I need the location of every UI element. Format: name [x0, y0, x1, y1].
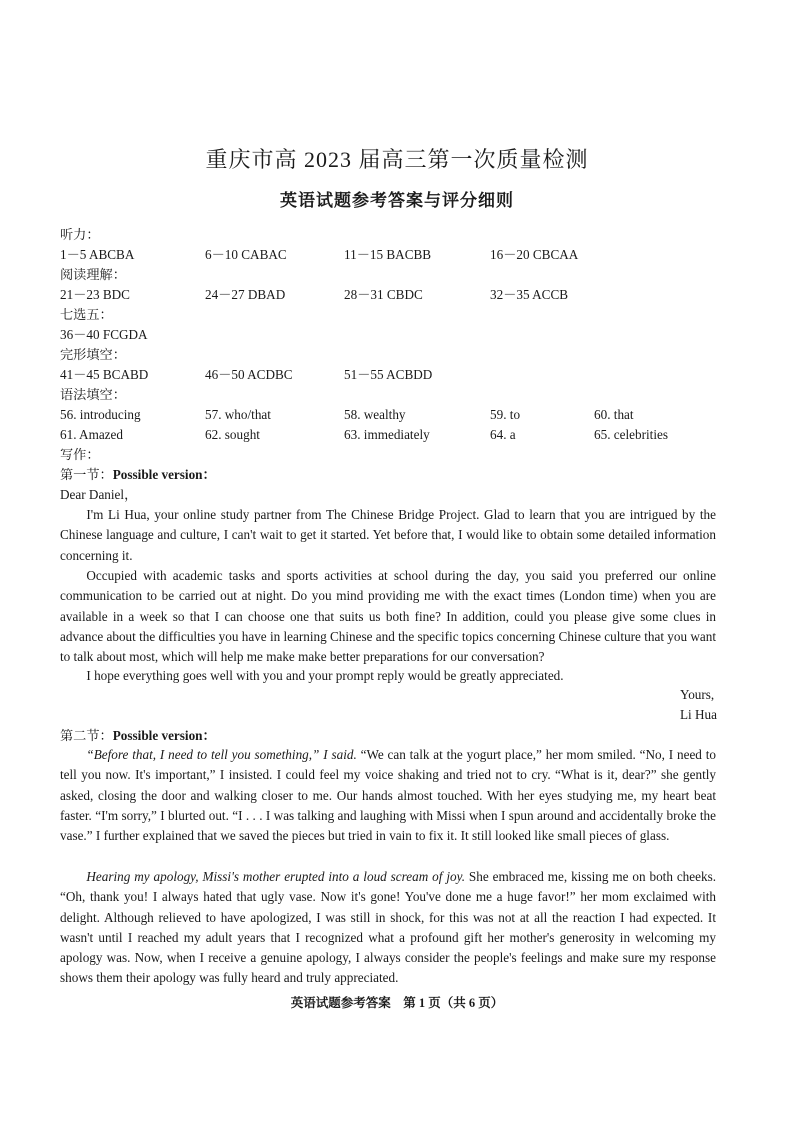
section-label-cloze: 完形填空： — [60, 347, 126, 362]
grammar-answer: 62. sought — [205, 427, 260, 442]
letter-salutation: Dear Daniel， — [60, 487, 138, 502]
letter-paragraph: I'm Li Hua, your online study partner from The Chinese Bridge Project. Glad to learn that you are intrigued by the Chinese language and culture, I can't wait to get it started. Yet before that, I would like to obtain some detailed information concerning it. — [60, 507, 716, 563]
answer-group: 21－23 BDC — [60, 287, 130, 302]
answer-group: 24－27 DBAD — [205, 287, 286, 302]
paragraph-text: “We can talk at the yogurt place,” her mom smiled. “No, I need to tell you now. It's important,” I insisted. I could feel my voice shaking and tried not to cry. “What is it, dear?” she gently asked, closing the door and walking closer to me. Our hands almost touched. With her eyes studying me, my heart beat faster. “I'm sorry,” I blurted out. “I . . . I was talking and laughing with Missi when I spun around and accidentally broke the vase.” I further explained that we saved the pieces but tried in vain to fix it. It still looked like small pieces of glass. — [60, 747, 716, 844]
grammar-answer: 56. introducing — [60, 407, 141, 422]
grammar-answer: 61. Amazed — [60, 427, 123, 442]
part-label: 第一节： — [60, 467, 113, 482]
letter-paragraph: I hope everything goes well with you and your prompt reply would be greatly appreciated. — [86, 668, 564, 683]
answer-group: 11－15 BACBB — [344, 247, 432, 262]
grammar-answer: 60. that — [594, 407, 634, 422]
letter-paragraph: Occupied with academic tasks and sports activities at school during the day, you said you preferred our online communication to be carried out at night. Do you mind providing me with the exact times (London time) when you are available in a week so that I can choose one that suits us both fine? In addition, could you please give some clues in advance about the difficulties you have in learning Chinese and the specific topics concerning Chinese culture that you want to talk about most, which will help me make make better preparations for our conversation? — [60, 568, 716, 665]
letter-signature: Li Hua — [680, 707, 717, 722]
grammar-answer: 57. who/that — [205, 407, 271, 422]
story-paragraph — [60, 867, 716, 989]
section-label-reading: 阅读理解： — [60, 267, 126, 282]
answer-group: 28－31 CBDC — [344, 287, 423, 302]
paragraph-text: She embraced me, kissing me on both cheeks. “Oh, thank you! I always hated that ugly vase. Now it's gone! You've done me a huge favor!” her mom exclaimed with delight. Although relieved to have apologized, I was still in shock, for this was not at all the reaction I had expected. It wasn't until I reached my adult years that I recognized what a profound gift her mother's generosity in welcoming my apology was. Now, when I receive a genuine apology, I always consider the people's feelings and make sure my response shows them their apology was fully heard and truly appreciated. — [60, 869, 716, 986]
document-title: 重庆市高 2023 届高三第一次质量检测 — [205, 147, 589, 172]
writing-part1-heading — [60, 466, 216, 484]
grammar-answer: 63. immediately — [344, 427, 430, 442]
part-label: 第二节： — [60, 728, 113, 743]
answer-group: 36－40 FCGDA — [60, 327, 148, 342]
answer-group: 46－50 ACDBC — [205, 367, 293, 382]
section-label-seven-choose-five: 七选五： — [60, 307, 113, 322]
part-title: Possible version： — [112, 467, 216, 482]
page-footer: 英语试题参考答案 第 1 页（共 6 页） — [290, 996, 504, 1010]
document-subtitle: 英语试题参考答案与评分细则 — [280, 191, 514, 210]
answer-group: 32－35 ACCB — [490, 287, 569, 302]
grammar-answer: 65. celebrities — [594, 427, 668, 442]
section-label-grammar: 语法填空： — [60, 387, 126, 402]
letter-closing: Yours, — [680, 687, 715, 702]
answer-group: 6－10 CABAC — [205, 247, 287, 262]
grammar-answer: 64. a — [490, 427, 516, 442]
answer-group: 51－55 ACBDD — [344, 367, 433, 382]
writing-part2-heading — [60, 727, 216, 745]
answer-group: 41－45 BCABD — [60, 367, 149, 382]
section-label-writing: 写作： — [60, 447, 100, 462]
answer-group: 1－5 ABCBA — [60, 247, 135, 262]
given-sentence: “Before that, I need to tell you something,” I said. — [86, 747, 357, 762]
answer-group: 16－20 CBCAA — [490, 247, 579, 262]
part-title: Possible version： — [112, 728, 216, 743]
story-paragraph — [60, 745, 716, 846]
grammar-answer: 58. wealthy — [344, 407, 406, 422]
section-label-listening: 听力： — [60, 227, 100, 242]
grammar-answer: 59. to — [490, 407, 521, 422]
given-sentence: Hearing my apology, Missi's mother erupted into a loud scream of joy. — [86, 869, 466, 884]
